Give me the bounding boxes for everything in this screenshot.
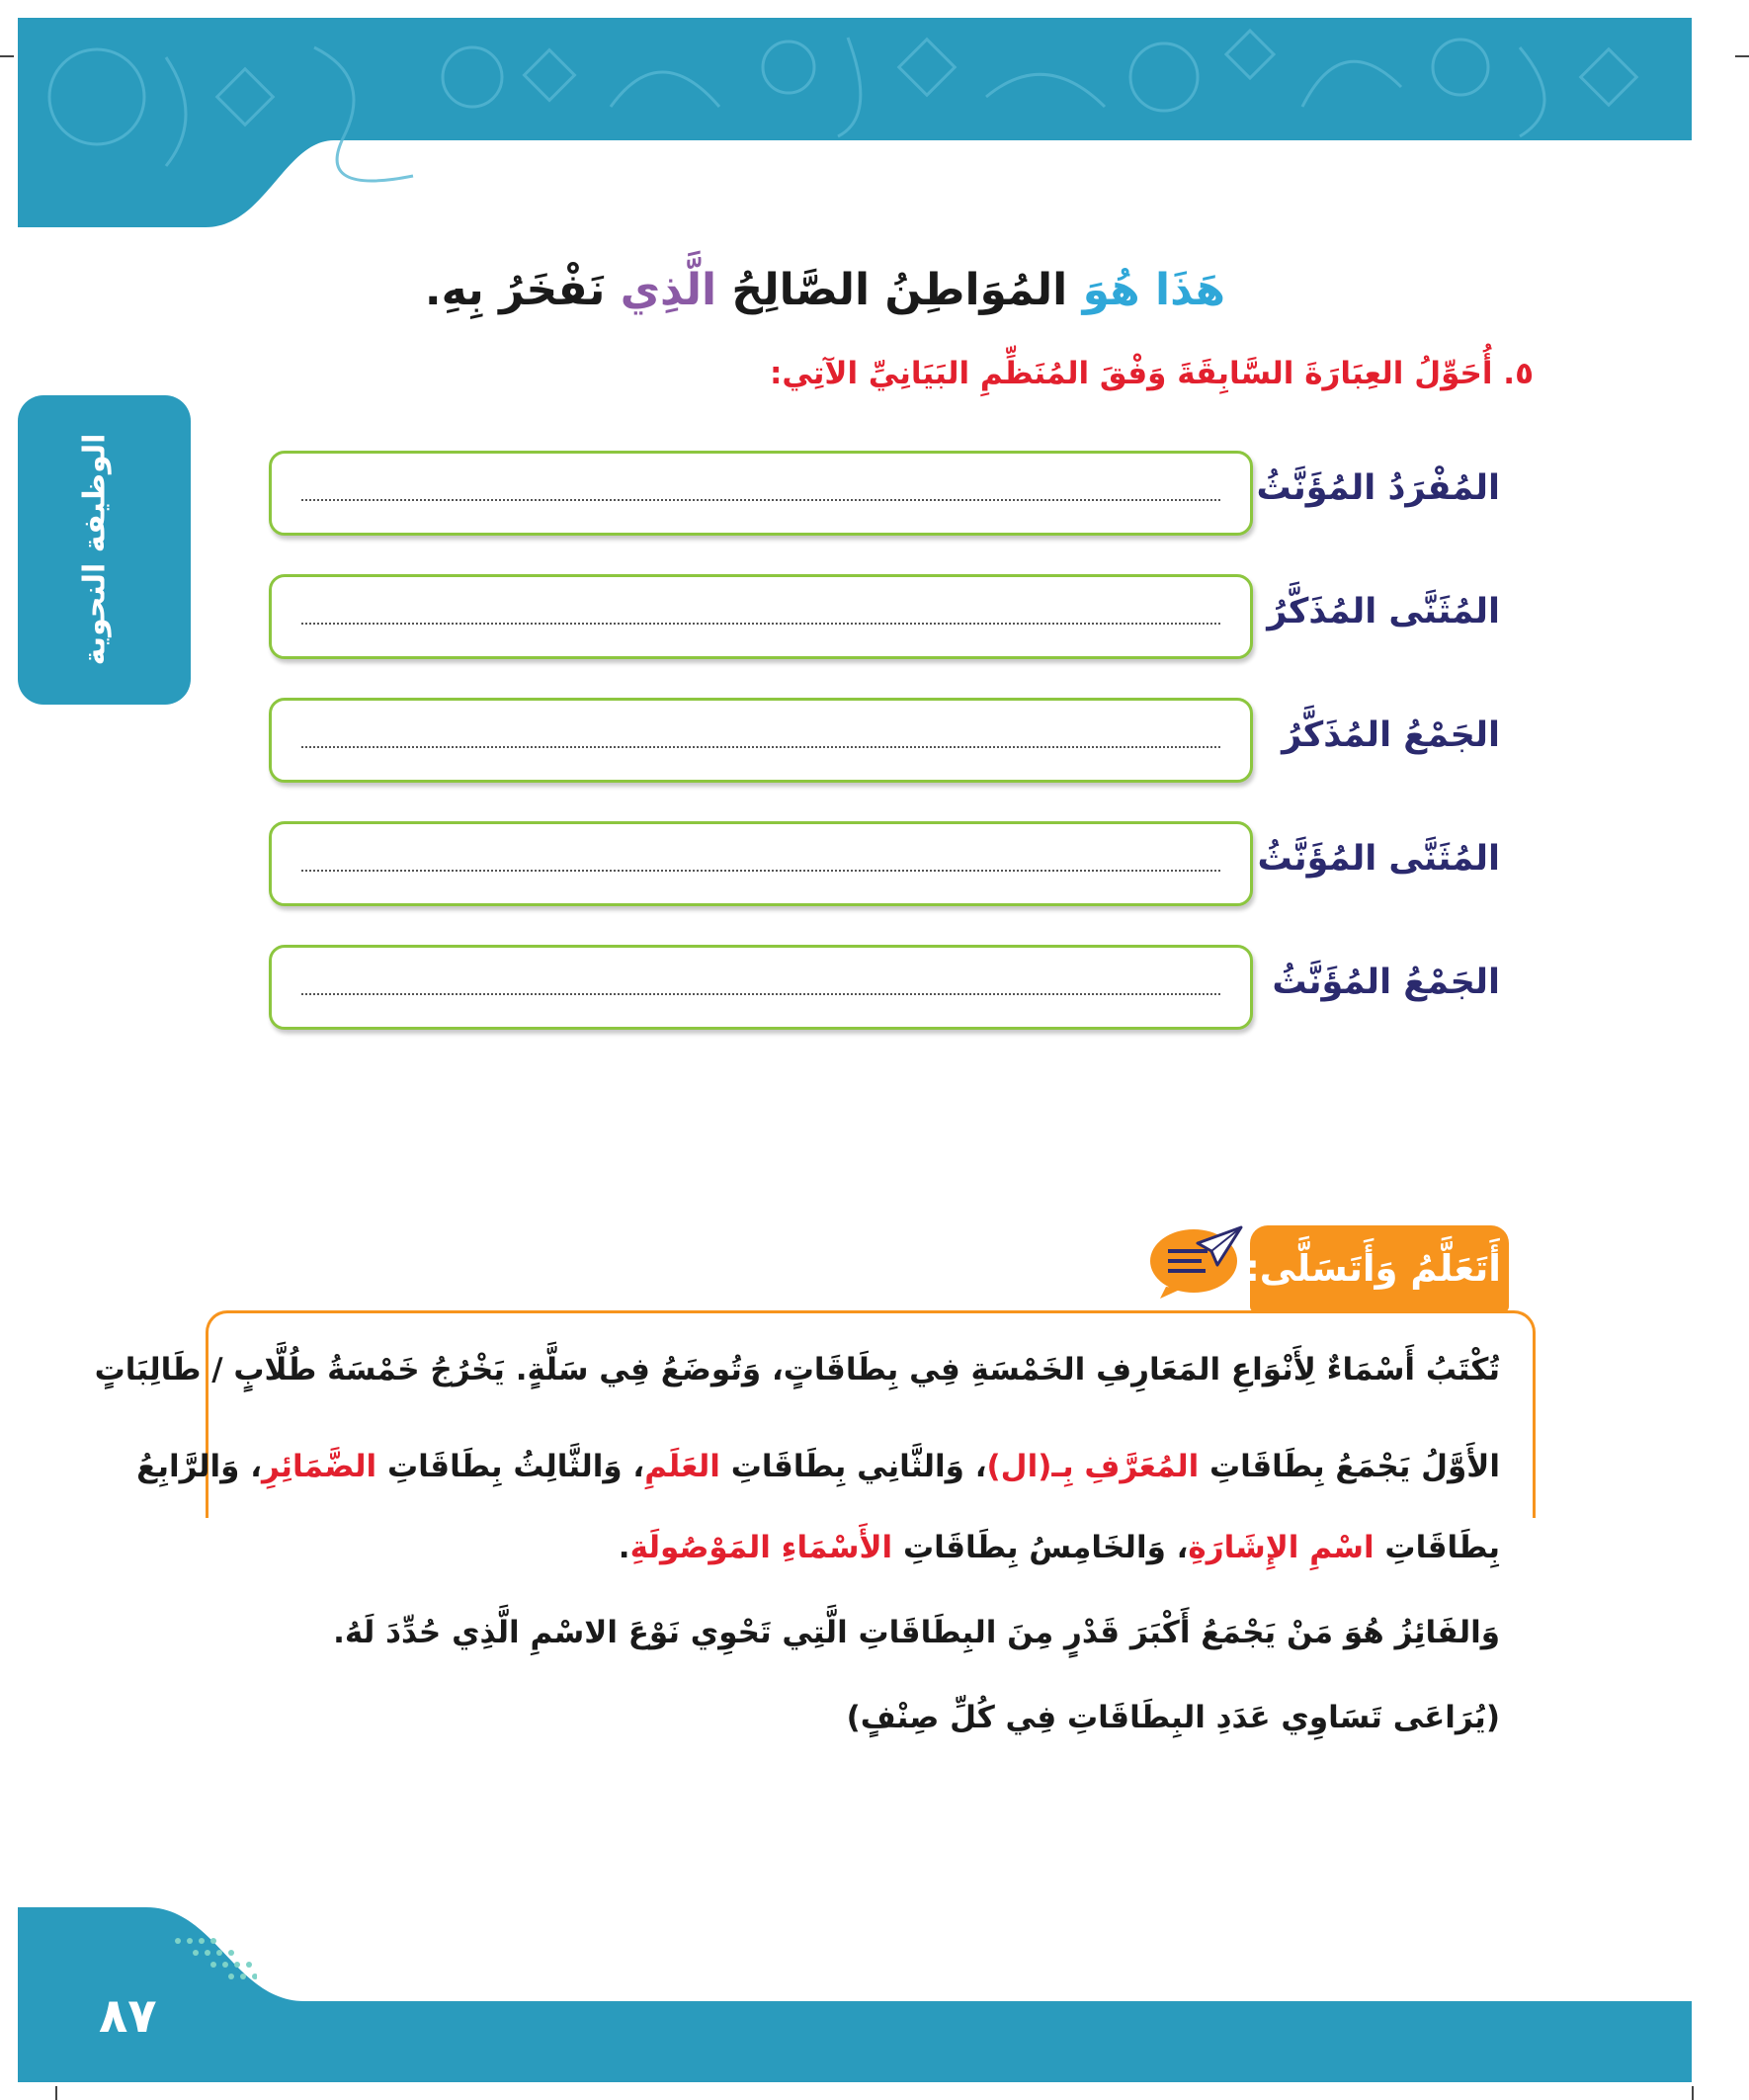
paragraph-line: تُكْتَبُ أَسْمَاءٌ لِأَنْوَاعِ المَعَارِفِ الخَمْسَةِ فِي بِطَاقَاتٍ، وَتُوضَعُ فِي سَلَّةٍ. يَخْرُجُ خَمْسَةُ طُلَّابٍ / طَالِبَاتٍ — [94, 1352, 1500, 1387]
text-run: بِطَاقَاتِ — [1374, 1530, 1500, 1565]
paper-plane-chat-icon — [1146, 1221, 1245, 1299]
highlight-term: الضَّمَائِرِ — [262, 1449, 377, 1484]
page-number: ٨٧ — [99, 1988, 157, 2044]
answer-dotted-line — [301, 993, 1220, 995]
organizer-row-label: المُفْرَدُ المُؤَنَّثُ — [1256, 468, 1500, 508]
paragraph-line: (يُرَاعَى تَسَاوِي عَدَدِ البِطَاقَاتِ فِي كُلِّ صِنْفٍ) — [846, 1700, 1500, 1735]
paragraph-line: وَالفَائِزُ هُوَ مَنْ يَجْمَعُ أَكْبَرَ قَدْرٍ مِنَ البِطَاقَاتِ الَّتِي تَحْوِي نَوْعَ الاسْمِ الَّذِي حُدِّدَ لَهُ. — [333, 1615, 1500, 1650]
answer-box[interactable] — [269, 698, 1253, 783]
answer-box[interactable] — [269, 945, 1253, 1030]
highlight-term: المُعَرَّفِ بِـ(ال) — [986, 1449, 1200, 1484]
text-run: ، وَالرَّابِعُ — [136, 1449, 263, 1484]
crop-mark — [0, 55, 14, 57]
sentence-word: هَذَا — [1154, 265, 1225, 315]
sentence-word: المُوَاطِنُ الصَّالِحُ — [731, 265, 1068, 315]
answer-dotted-line — [301, 499, 1220, 501]
learn-section-tab — [1244, 1225, 1509, 1312]
answer-dotted-line — [301, 870, 1220, 872]
highlight-term: الأَسْمَاءِ المَوْصُولَةِ — [629, 1530, 893, 1565]
text-run: ، وَالثَّانِي بِطَاقَاتِ — [719, 1449, 987, 1484]
example-sentence — [425, 265, 1225, 315]
organizer-row-label: المُثَنَّى المُذَكَّرُ — [1267, 592, 1500, 631]
highlight-term: العَلَمِ — [644, 1449, 720, 1484]
organizer-row-label: المُثَنَّى المُؤَنَّثُ — [1257, 839, 1500, 879]
crop-mark — [55, 2086, 57, 2100]
footer-banner — [18, 1907, 1692, 2082]
text-run: ، وَالثَّالِثُ بِطَاقَاتِ — [376, 1449, 645, 1484]
highlight-term: اسْمِ الإِشَارَةِ — [1188, 1530, 1374, 1565]
paragraph-line — [619, 1530, 1500, 1565]
side-tab-label: الوظيفة النحوية — [77, 433, 113, 666]
answer-dotted-line — [301, 623, 1220, 625]
answer-box[interactable] — [269, 821, 1253, 906]
sentence-word: الَّذِي — [620, 265, 717, 315]
answer-dotted-line — [301, 746, 1220, 748]
exercise-question: ٥. أُحَوِّلُ العِبَارَةَ السَّابِقَةَ وَفْقَ المُنَظِّمِ البَيَانِيِّ الآتِي: — [769, 356, 1534, 391]
organizer-row-label: الجَمْعُ المُؤَنَّثُ — [1272, 963, 1500, 1002]
text-run: ، وَالخَامِسُ بِطَاقَاتِ — [892, 1530, 1189, 1565]
answer-box[interactable] — [269, 451, 1253, 536]
text-run: . — [618, 1530, 630, 1565]
learn-section-frame — [206, 1310, 1536, 1518]
sentence-word: نَفْخَرُ بِهِ. — [424, 265, 606, 315]
crop-mark — [1735, 55, 1749, 57]
header-banner — [18, 18, 1692, 227]
answer-box[interactable] — [269, 574, 1253, 659]
crop-mark — [1692, 2086, 1694, 2100]
paragraph-line — [136, 1449, 1500, 1484]
organizer-row-label: الجَمْعُ المُذَكَّرُ — [1282, 715, 1500, 755]
footer-band-shape — [18, 1907, 1692, 2082]
learn-section-title: أَتَعَلَّمُ وَأَتَسَلَّى: — [1244, 1247, 1501, 1290]
text-run: الأَوَّلُ يَجْمَعُ بِطَاقَاتِ — [1199, 1449, 1500, 1484]
sentence-word: هُوَ — [1082, 265, 1140, 315]
